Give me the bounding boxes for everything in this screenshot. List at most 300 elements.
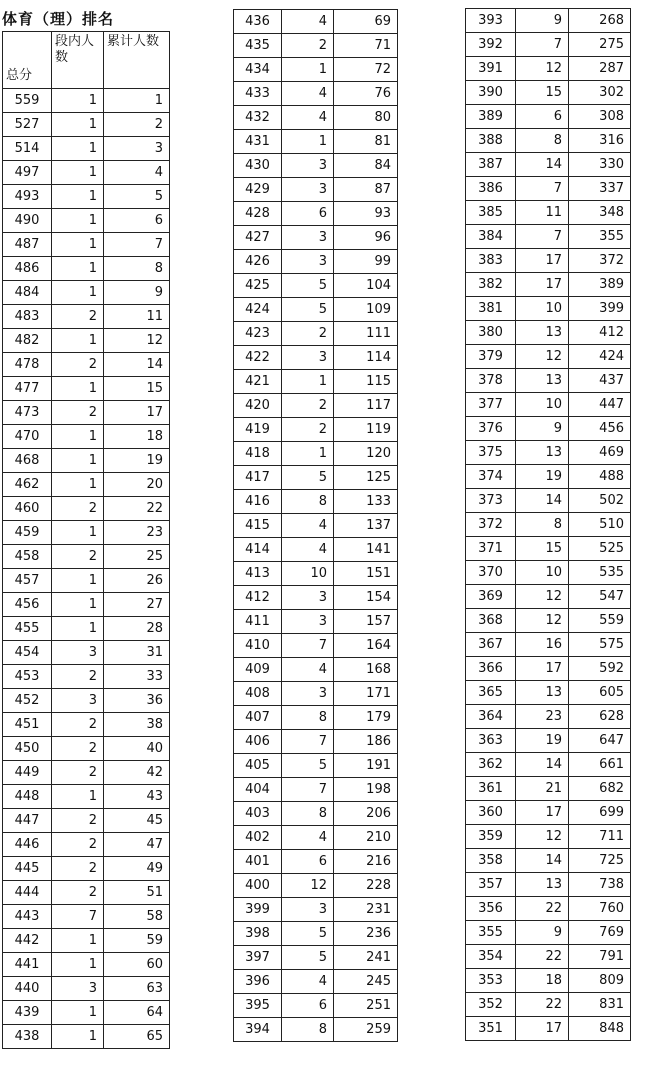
score-cell: 447 [3, 809, 52, 833]
score-cell: 386 [466, 177, 516, 201]
count-cell: 4 [282, 826, 334, 850]
count-cell: 1 [282, 442, 334, 466]
table-row [3, 137, 170, 161]
count-cell: 5 [282, 946, 334, 970]
table-row [3, 185, 170, 209]
cumulative-cell: 87 [334, 178, 398, 202]
count-cell: 1 [52, 449, 104, 473]
count-cell: 14 [516, 153, 569, 177]
count-cell: 2 [52, 545, 104, 569]
cumulative-cell: 137 [334, 514, 398, 538]
table-row [3, 617, 170, 641]
count-cell: 6 [282, 994, 334, 1018]
score-cell: 408 [234, 682, 282, 706]
score-cell: 351 [466, 1017, 516, 1041]
cumulative-cell: 848 [569, 1017, 631, 1041]
score-cell: 454 [3, 641, 52, 665]
score-cell: 393 [466, 9, 516, 33]
cumulative-cell: 47 [104, 833, 170, 857]
table-row [234, 58, 398, 82]
score-cell: 392 [466, 33, 516, 57]
score-cell: 397 [234, 946, 282, 970]
table-row [3, 281, 170, 305]
score-cell: 483 [3, 305, 52, 329]
score-cell: 453 [3, 665, 52, 689]
count-cell: 8 [282, 490, 334, 514]
table-row [466, 81, 631, 105]
score-cell: 409 [234, 658, 282, 682]
count-cell: 1 [52, 329, 104, 353]
table-row [466, 321, 631, 345]
score-cell: 442 [3, 929, 52, 953]
score-cell: 403 [234, 802, 282, 826]
score-cell: 377 [466, 393, 516, 417]
cumulative-cell: 33 [104, 665, 170, 689]
score-cell: 359 [466, 825, 516, 849]
table-row [466, 537, 631, 561]
table-row [234, 370, 398, 394]
cumulative-cell: 424 [569, 345, 631, 369]
table-row [466, 417, 631, 441]
table-row [234, 82, 398, 106]
cumulative-cell: 769 [569, 921, 631, 945]
score-cell: 387 [466, 153, 516, 177]
score-cell: 473 [3, 401, 52, 425]
cumulative-cell: 81 [334, 130, 398, 154]
table-row [466, 705, 631, 729]
table-row [234, 154, 398, 178]
header-row [3, 32, 170, 89]
table-row [3, 689, 170, 713]
count-cell: 2 [282, 394, 334, 418]
score-cell: 364 [466, 705, 516, 729]
score-cell: 423 [234, 322, 282, 346]
cumulative-cell: 711 [569, 825, 631, 849]
count-cell: 1 [52, 89, 104, 113]
table-row [3, 833, 170, 857]
count-cell: 7 [282, 778, 334, 802]
score-cell: 435 [234, 34, 282, 58]
score-cell: 356 [466, 897, 516, 921]
score-cell: 456 [3, 593, 52, 617]
score-cell: 381 [466, 297, 516, 321]
score-cell: 446 [3, 833, 52, 857]
table-row [3, 881, 170, 905]
count-cell: 1 [52, 521, 104, 545]
cumulative-cell: 647 [569, 729, 631, 753]
count-cell: 1 [52, 569, 104, 593]
score-cell: 486 [3, 257, 52, 281]
cumulative-cell: 23 [104, 521, 170, 545]
count-cell: 5 [282, 466, 334, 490]
score-cell: 460 [3, 497, 52, 521]
table-row [466, 897, 631, 921]
cumulative-cell: 104 [334, 274, 398, 298]
count-cell: 1 [52, 929, 104, 953]
table-row [234, 802, 398, 826]
count-cell: 1 [52, 161, 104, 185]
score-cell: 419 [234, 418, 282, 442]
cumulative-cell: 469 [569, 441, 631, 465]
table-row [234, 274, 398, 298]
table-row [3, 785, 170, 809]
score-cell: 410 [234, 634, 282, 658]
score-cell: 360 [466, 801, 516, 825]
score-cell: 404 [234, 778, 282, 802]
score-cell: 452 [3, 689, 52, 713]
cumulative-cell: 661 [569, 753, 631, 777]
table-row [466, 825, 631, 849]
table-row [466, 873, 631, 897]
table-row [234, 682, 398, 706]
score-cell: 407 [234, 706, 282, 730]
count-cell: 13 [516, 369, 569, 393]
score-cell: 451 [3, 713, 52, 737]
count-cell: 16 [516, 633, 569, 657]
table-row [466, 657, 631, 681]
score-cell: 482 [3, 329, 52, 353]
count-cell: 6 [282, 202, 334, 226]
cumulative-cell: 125 [334, 466, 398, 490]
count-cell: 2 [282, 418, 334, 442]
score-cell: 366 [466, 657, 516, 681]
score-cell: 429 [234, 178, 282, 202]
count-cell: 8 [282, 706, 334, 730]
score-cell: 458 [3, 545, 52, 569]
table-row [466, 393, 631, 417]
table-row [466, 57, 631, 81]
cumulative-cell: 525 [569, 537, 631, 561]
cumulative-cell: 38 [104, 713, 170, 737]
score-cell: 477 [3, 377, 52, 401]
count-cell: 4 [282, 106, 334, 130]
table-row [3, 305, 170, 329]
cumulative-cell: 114 [334, 346, 398, 370]
cumulative-cell: 302 [569, 81, 631, 105]
table-row [3, 497, 170, 521]
count-cell: 3 [282, 226, 334, 250]
header-score: 总分 [3, 32, 52, 89]
table-row [234, 922, 398, 946]
count-cell: 2 [282, 322, 334, 346]
cumulative-cell: 791 [569, 945, 631, 969]
cumulative-cell: 20 [104, 473, 170, 497]
score-cell: 457 [3, 569, 52, 593]
count-cell: 5 [282, 298, 334, 322]
table-row [234, 706, 398, 730]
cumulative-cell: 216 [334, 850, 398, 874]
count-cell: 22 [516, 897, 569, 921]
score-cell: 372 [466, 513, 516, 537]
score-cell: 462 [3, 473, 52, 497]
cumulative-cell: 6 [104, 209, 170, 233]
cumulative-cell: 287 [569, 57, 631, 81]
header-count: 段内人数 [52, 32, 104, 89]
cumulative-cell: 628 [569, 705, 631, 729]
score-cell: 355 [466, 921, 516, 945]
cumulative-cell: 133 [334, 490, 398, 514]
count-cell: 1 [52, 593, 104, 617]
count-cell: 14 [516, 489, 569, 513]
cumulative-cell: 120 [334, 442, 398, 466]
table-row [234, 442, 398, 466]
table-row [234, 346, 398, 370]
table-row [466, 441, 631, 465]
cumulative-cell: 456 [569, 417, 631, 441]
score-cell: 428 [234, 202, 282, 226]
table-row [234, 610, 398, 634]
table-row [466, 849, 631, 873]
count-cell: 17 [516, 801, 569, 825]
score-cell: 371 [466, 537, 516, 561]
table-row [3, 329, 170, 353]
count-cell: 7 [282, 634, 334, 658]
score-cell: 358 [466, 849, 516, 873]
table-row [234, 202, 398, 226]
cumulative-cell: 93 [334, 202, 398, 226]
count-cell: 7 [516, 177, 569, 201]
count-cell: 1 [52, 185, 104, 209]
cumulative-cell: 36 [104, 689, 170, 713]
count-cell: 13 [516, 441, 569, 465]
count-cell: 1 [52, 617, 104, 641]
cumulative-cell: 2 [104, 113, 170, 137]
count-cell: 6 [282, 850, 334, 874]
score-cell: 444 [3, 881, 52, 905]
score-cell: 402 [234, 826, 282, 850]
cumulative-cell: 8 [104, 257, 170, 281]
count-cell: 3 [282, 586, 334, 610]
score-cell: 383 [466, 249, 516, 273]
count-cell: 3 [282, 898, 334, 922]
table-row [234, 826, 398, 850]
table-row [3, 353, 170, 377]
count-cell: 6 [516, 105, 569, 129]
count-cell: 2 [52, 833, 104, 857]
score-cell: 478 [3, 353, 52, 377]
score-cell: 367 [466, 633, 516, 657]
count-cell: 1 [52, 377, 104, 401]
count-cell: 10 [516, 561, 569, 585]
score-cell: 376 [466, 417, 516, 441]
count-cell: 15 [516, 81, 569, 105]
table-row [234, 538, 398, 562]
table-row [466, 777, 631, 801]
cumulative-cell: 96 [334, 226, 398, 250]
count-cell: 12 [516, 57, 569, 81]
cumulative-cell: 51 [104, 881, 170, 905]
count-cell: 5 [282, 274, 334, 298]
count-cell: 2 [52, 881, 104, 905]
cumulative-cell: 119 [334, 418, 398, 442]
table-row [466, 729, 631, 753]
count-cell: 13 [516, 873, 569, 897]
count-cell: 12 [516, 609, 569, 633]
score-cell: 448 [3, 785, 52, 809]
cumulative-cell: 76 [334, 82, 398, 106]
score-cell: 438 [3, 1025, 52, 1049]
cumulative-cell: 831 [569, 993, 631, 1017]
cumulative-cell: 245 [334, 970, 398, 994]
count-cell: 1 [52, 785, 104, 809]
cumulative-cell: 11 [104, 305, 170, 329]
count-cell: 4 [282, 970, 334, 994]
count-cell: 3 [52, 641, 104, 665]
count-cell: 12 [516, 585, 569, 609]
score-cell: 411 [234, 610, 282, 634]
count-cell: 7 [52, 905, 104, 929]
cumulative-cell: 154 [334, 586, 398, 610]
count-cell: 22 [516, 945, 569, 969]
cumulative-cell: 157 [334, 610, 398, 634]
count-cell: 3 [282, 682, 334, 706]
table-row [3, 1025, 170, 1049]
cumulative-cell: 17 [104, 401, 170, 425]
cumulative-cell: 510 [569, 513, 631, 537]
count-cell: 12 [516, 345, 569, 369]
cumulative-cell: 389 [569, 273, 631, 297]
score-cell: 417 [234, 466, 282, 490]
table-row [3, 89, 170, 113]
cumulative-cell: 330 [569, 153, 631, 177]
cumulative-cell: 64 [104, 1001, 170, 1025]
count-cell: 1 [282, 370, 334, 394]
count-cell: 8 [282, 1018, 334, 1042]
cumulative-cell: 191 [334, 754, 398, 778]
cumulative-cell: 168 [334, 658, 398, 682]
cumulative-cell: 141 [334, 538, 398, 562]
table-row [234, 10, 398, 34]
score-cell: 374 [466, 465, 516, 489]
count-cell: 3 [52, 977, 104, 1001]
count-cell: 9 [516, 921, 569, 945]
score-cell: 416 [234, 490, 282, 514]
cumulative-cell: 198 [334, 778, 398, 802]
score-cell: 406 [234, 730, 282, 754]
table-row [466, 681, 631, 705]
count-cell: 3 [282, 610, 334, 634]
score-cell: 431 [234, 130, 282, 154]
cumulative-cell: 4 [104, 161, 170, 185]
table-row [3, 473, 170, 497]
table-row [3, 521, 170, 545]
score-cell: 559 [3, 89, 52, 113]
count-cell: 1 [52, 1001, 104, 1025]
count-cell: 1 [282, 130, 334, 154]
count-cell: 3 [282, 250, 334, 274]
count-cell: 13 [516, 321, 569, 345]
table-row [3, 737, 170, 761]
table-row [3, 809, 170, 833]
cumulative-cell: 3 [104, 137, 170, 161]
cumulative-cell: 725 [569, 849, 631, 873]
cumulative-cell: 259 [334, 1018, 398, 1042]
score-cell: 373 [466, 489, 516, 513]
table-row [466, 369, 631, 393]
score-cell: 443 [3, 905, 52, 929]
score-cell: 441 [3, 953, 52, 977]
table-row [466, 753, 631, 777]
table-row [466, 489, 631, 513]
header-cumulative: 累计人数 [104, 32, 170, 89]
table-row [466, 993, 631, 1017]
table-row [3, 209, 170, 233]
cumulative-cell: 7 [104, 233, 170, 257]
score-cell: 405 [234, 754, 282, 778]
cumulative-cell: 399 [569, 297, 631, 321]
table-row [234, 298, 398, 322]
table-row [234, 562, 398, 586]
table-row [234, 586, 398, 610]
count-cell: 2 [52, 305, 104, 329]
cumulative-cell: 40 [104, 737, 170, 761]
score-cell: 375 [466, 441, 516, 465]
table-row [3, 713, 170, 737]
count-cell: 22 [516, 993, 569, 1017]
count-cell: 5 [282, 754, 334, 778]
table-row [466, 561, 631, 585]
count-cell: 2 [52, 713, 104, 737]
table-row [234, 778, 398, 802]
count-cell: 1 [282, 58, 334, 82]
table-row [234, 34, 398, 58]
count-cell: 21 [516, 777, 569, 801]
score-cell: 432 [234, 106, 282, 130]
score-cell: 399 [234, 898, 282, 922]
count-cell: 19 [516, 729, 569, 753]
cumulative-cell: 502 [569, 489, 631, 513]
cumulative-cell: 99 [334, 250, 398, 274]
cumulative-cell: 337 [569, 177, 631, 201]
score-cell: 412 [234, 586, 282, 610]
table-row [466, 921, 631, 945]
score-cell: 425 [234, 274, 282, 298]
score-cell: 427 [234, 226, 282, 250]
table-row [466, 105, 631, 129]
cumulative-cell: 12 [104, 329, 170, 353]
table-row [466, 273, 631, 297]
score-cell: 361 [466, 777, 516, 801]
table-row [466, 633, 631, 657]
page-title: 体育（理）排名 [2, 10, 115, 28]
score-cell: 384 [466, 225, 516, 249]
count-cell: 1 [52, 281, 104, 305]
ranking-table-1 [2, 31, 170, 1049]
cumulative-cell: 117 [334, 394, 398, 418]
table-row [234, 946, 398, 970]
cumulative-cell: 22 [104, 497, 170, 521]
score-cell: 418 [234, 442, 282, 466]
table-row [3, 1001, 170, 1025]
cumulative-cell: 72 [334, 58, 398, 82]
score-cell: 390 [466, 81, 516, 105]
cumulative-cell: 241 [334, 946, 398, 970]
count-cell: 4 [282, 538, 334, 562]
cumulative-cell: 45 [104, 809, 170, 833]
score-cell: 379 [466, 345, 516, 369]
cumulative-cell: 535 [569, 561, 631, 585]
table-row [234, 418, 398, 442]
cumulative-cell: 575 [569, 633, 631, 657]
table-row [3, 401, 170, 425]
cumulative-cell: 179 [334, 706, 398, 730]
count-cell: 2 [52, 857, 104, 881]
table-row [466, 801, 631, 825]
table-row [466, 609, 631, 633]
cumulative-cell: 547 [569, 585, 631, 609]
table-row [3, 377, 170, 401]
table-row [3, 449, 170, 473]
